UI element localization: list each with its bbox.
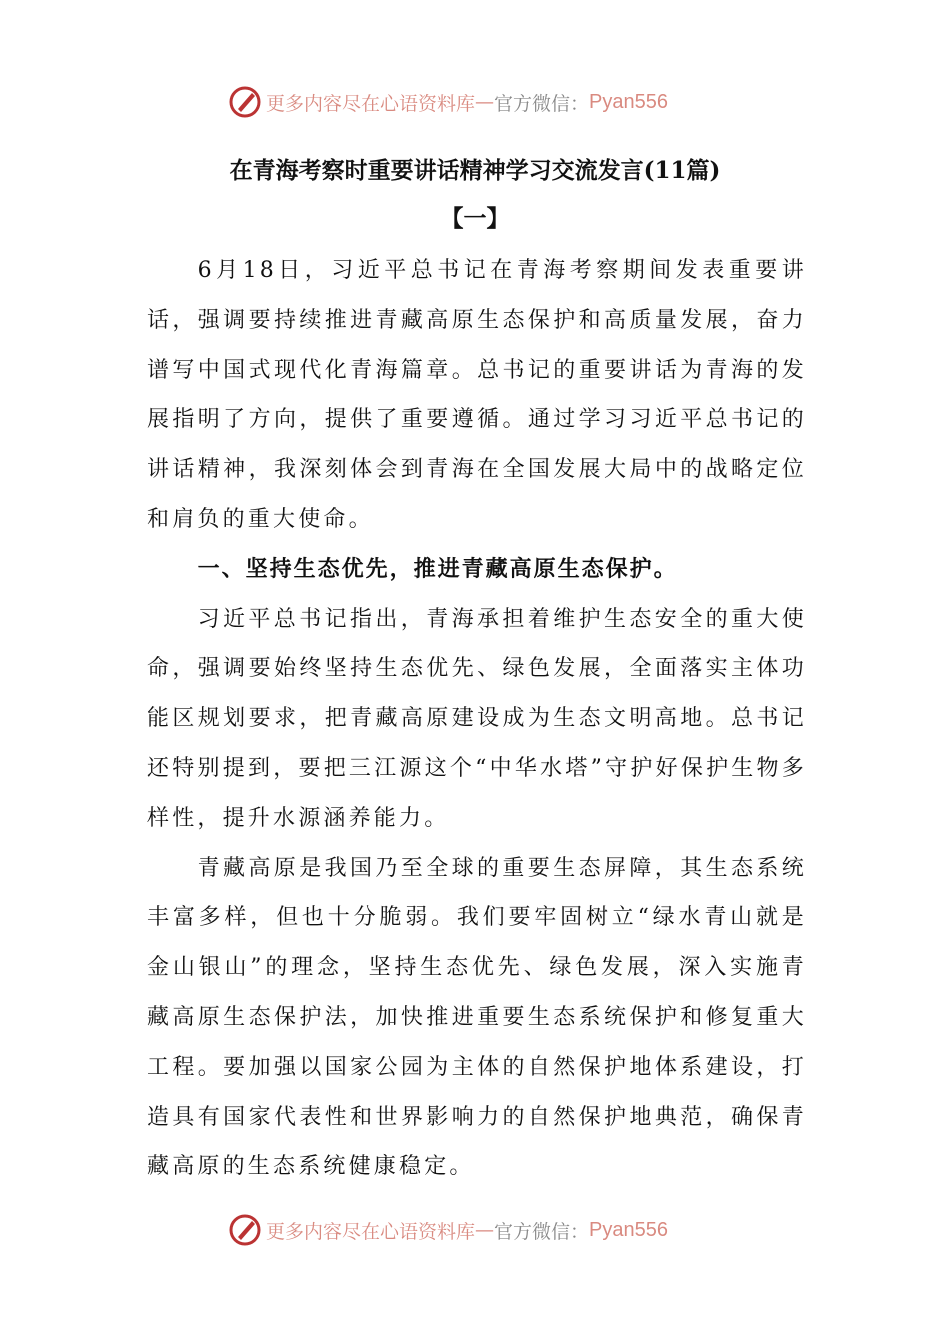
watermark-dash: —	[475, 1219, 495, 1241]
pen-logo-icon	[228, 85, 262, 119]
watermark-site: 更多内容尽在心语资料库	[266, 1220, 476, 1243]
section-heading: 一、坚持生态优先，推进青藏高原生态保护。	[197, 555, 678, 582]
watermark-id: Pyan556	[589, 90, 668, 113]
watermark-dash: —	[475, 91, 495, 113]
watermark-site: 更多内容尽在心语资料库	[266, 92, 476, 115]
watermark-label: 官方微信：	[494, 92, 590, 115]
section-marker: 【一】	[440, 205, 510, 232]
watermark-header	[228, 82, 668, 122]
document-body	[147, 246, 807, 1192]
watermark-label: 官方微信：	[494, 1220, 590, 1243]
paragraph: 6月18日，习近平总书记在青海考察期间发表重要讲话，强调要持续推进青藏高原生态保护和高质量发展，奋力谱写中国式现代化青海篇章。总书记的重要讲话为青海的发展指明了方向，提供了重要遵循。通过学习习近平总书记的讲话精神，我深刻体会到青海在全国发展大局中的战略定位和肩负的重大使命。	[147, 258, 807, 532]
paragraph: 青藏高原是我国乃至全球的重要生态屏障，其生态系统丰富多样，但也十分脆弱。我们要牢固树立“绿水青山就是金山银山”的理念，坚持生态优先、绿色发展，深入实施青藏高原生态保护法，加快推进重要生态系统保护和修复重大工程。要加强以国家公园为主体的自然保护地体系建设，打造具有国家代表性和世界影响力的自然保护地典范，确保青藏高原的生态系统健康稳定。	[147, 855, 807, 1180]
watermark-footer	[228, 1210, 668, 1250]
paragraph: 习近平总书记指出，青海承担着维护生态安全的重大使命，强调要始终坚持生态优先、绿色发展，全面落实主体功能区规划要求，把青藏高原建设成为生态文明高地。总书记还特别提到，要把三江源这个“中华水塔”守护好保护生物多样性，提升水源涵养能力。	[147, 606, 807, 831]
document-title: 在青海考察时重要讲话精神学习交流发言(11篇)	[229, 157, 721, 184]
watermark-id: Pyan556	[589, 1218, 668, 1241]
pen-logo-icon	[228, 1213, 262, 1247]
